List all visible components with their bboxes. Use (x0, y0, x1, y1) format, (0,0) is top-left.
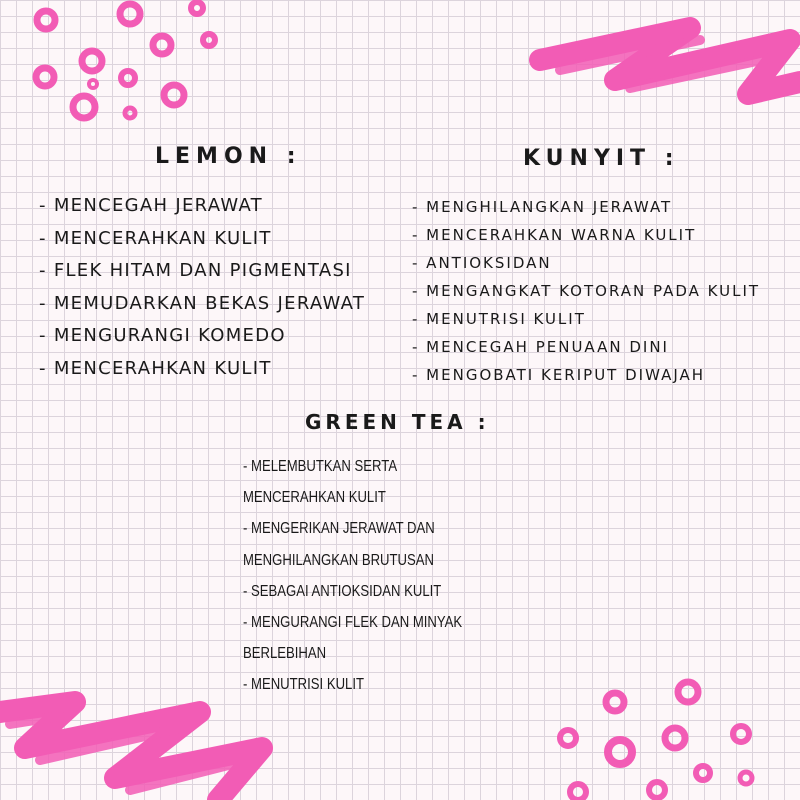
pink-dot (608, 740, 632, 764)
pink-dot (570, 784, 586, 800)
green-tea-heading: GREEN TEA : (305, 410, 490, 434)
pink-dot (120, 4, 140, 24)
list-item: - MENGOBATI KERIPUT DIWAJAH (412, 366, 706, 384)
pink-dot (125, 108, 135, 118)
pink-dot (73, 96, 95, 118)
list-line: MENCERAHKAN KULIT (243, 489, 386, 507)
list-line: - MENGERIKAN JERAWAT DAN (243, 520, 435, 538)
list-item: - MENCEGAH JERAWAT (39, 195, 263, 216)
list-item: - MENUTRISI KULIT (412, 310, 586, 328)
list-item: - MENGURANGI KOMEDO (39, 325, 286, 347)
list-line: - MENUTRISI KULIT (243, 676, 365, 694)
kunyit-heading: KUNYIT : (523, 146, 680, 171)
lemon-benefit-list (39, 190, 365, 386)
green-tea-benefit-list (243, 451, 510, 701)
lemon-heading: LEMON : (155, 144, 302, 169)
pink-dot (164, 85, 184, 105)
list-line: - MENGURANGI FLEK DAN MINYAK (243, 614, 463, 632)
list-item: - MENCERAHKAN KULIT (39, 357, 272, 379)
pink-dot (696, 766, 710, 780)
list-line: BERLEBIHAN (243, 645, 327, 663)
list-line: - MELEMBUTKAN SERTA (243, 458, 398, 475)
list-item: - ANTIOKSIDAN (412, 254, 552, 272)
pink-dot (733, 726, 749, 742)
pink-dot (203, 34, 215, 46)
pink-dot (678, 682, 698, 702)
pink-dot (89, 80, 97, 88)
pink-zigzag-stroke-shadow (10, 716, 240, 790)
list-item: - MENGHILANGKAN JERAWAT (412, 198, 673, 216)
pink-dot (740, 772, 752, 784)
list-line: MENGHILANGKAN BRUTUSAN (243, 551, 434, 569)
list-item: - MENCEGAH PENUAAN DINI (412, 338, 669, 356)
pink-dot (665, 728, 685, 748)
pink-dot (82, 51, 102, 71)
list-item: - MENCERAHKAN KULIT (39, 227, 272, 249)
list-item: - MENCERAHKAN WARNA KULIT (412, 226, 697, 244)
pink-dot (560, 730, 576, 746)
list-line: - SEBAGAI ANTIOKSIDAN KULIT (243, 582, 442, 600)
pink-dot (121, 71, 135, 85)
list-item: - FLEK HITAM DAN PIGMENTASI (39, 260, 352, 282)
pink-dot (153, 36, 171, 54)
pink-dot (606, 693, 624, 711)
list-item: - MEMUDARKAN BEKAS JERAWAT (39, 292, 366, 314)
pink-zigzag-stroke-shadow (560, 40, 780, 88)
kunyit-benefit-list (412, 193, 760, 389)
pink-dot (649, 782, 665, 798)
pink-dot (191, 2, 203, 14)
pink-dot (37, 11, 55, 29)
pink-zigzag-stroke (540, 28, 800, 94)
pink-dot (36, 68, 54, 86)
pink-zigzag-stroke (0, 702, 262, 800)
list-item: - MENGANGKAT KOTORAN PADA KULIT (412, 282, 761, 300)
